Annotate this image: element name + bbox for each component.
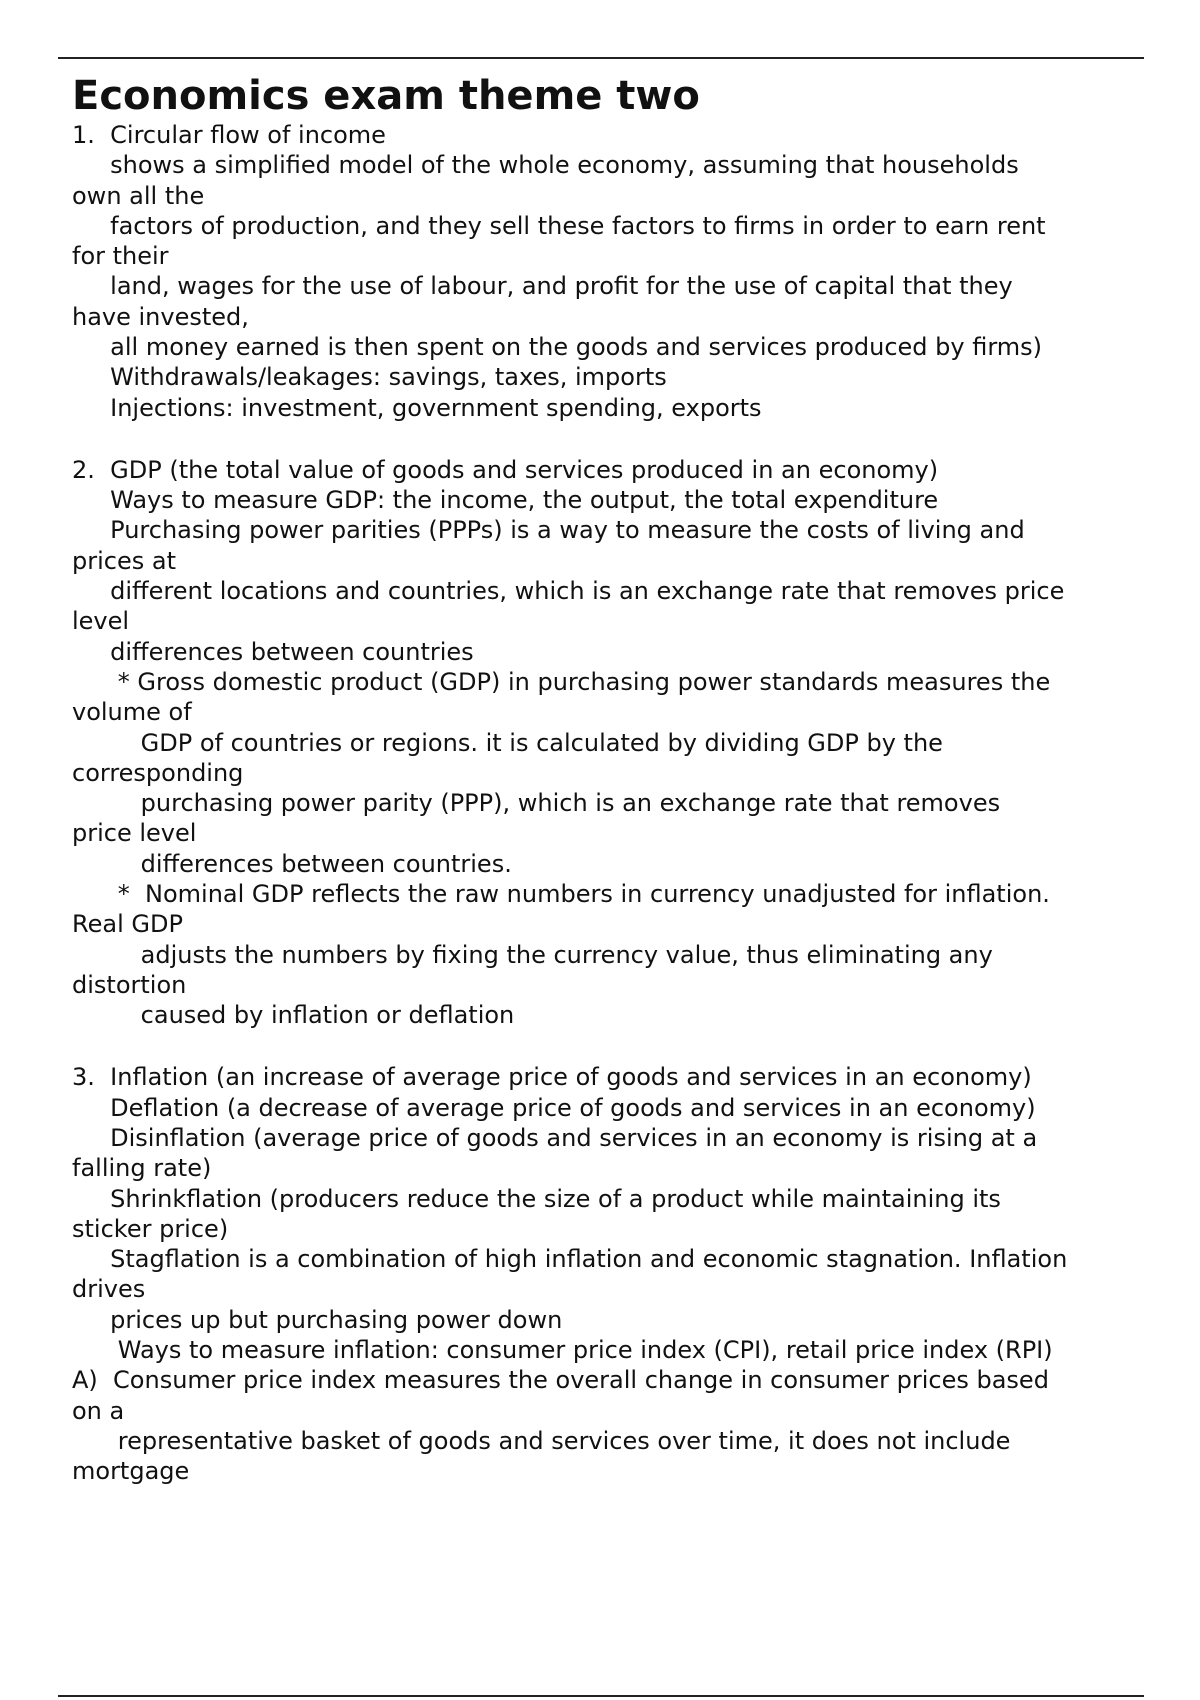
- text-line: Stagflation is a combination of high inflation and economic stagnation. Inflation: [72, 1245, 1068, 1274]
- bottom-rule: [58, 1695, 1144, 1697]
- text-line: falling rate): [72, 1154, 212, 1183]
- section-gap: [72, 423, 1162, 455]
- text-line: different locations and countries, which is an exchange rate that removes price: [72, 577, 1065, 606]
- text-line: prices up but purchasing power down: [72, 1305, 563, 1334]
- text-line: for their: [72, 242, 169, 271]
- text-line: Purchasing power parities (PPPs) is a way to measure the costs of living and: [72, 516, 1025, 545]
- text-line: Withdrawals/leakages: savings, taxes, imports: [72, 363, 667, 392]
- text-line: Deflation (a decrease of average price of goods and services in an economy): [72, 1093, 1036, 1122]
- text-line: 3. Inflation (an increase of average price of goods and services in an economy): [72, 1063, 1032, 1092]
- page-title: Economics exam theme two: [72, 73, 700, 119]
- text-line: price level: [72, 819, 197, 848]
- text-line: differences between countries: [72, 637, 474, 666]
- text-line: own all the: [72, 181, 205, 210]
- text-line: Shrinkflation (producers reduce the size of a product while maintaining its: [72, 1184, 1001, 1213]
- document-body: [72, 120, 1162, 1487]
- text-line: distortion: [72, 970, 187, 999]
- text-line: volume of: [72, 698, 192, 727]
- text-line: prices at: [72, 546, 176, 575]
- text-line: sticker price): [72, 1214, 229, 1243]
- text-line: Ways to measure GDP: the income, the output, the total expenditure: [72, 486, 939, 515]
- text-line: on a: [72, 1396, 125, 1425]
- text-line: Injections: investment, government spending, exports: [72, 393, 762, 422]
- text-line: Disinflation (average price of goods and services in an economy is rising at a: [72, 1123, 1038, 1152]
- section-3: [72, 1062, 1162, 1486]
- text-line: A) Consumer price index measures the overall change in consumer prices based: [72, 1366, 1049, 1395]
- section-2: [72, 455, 1162, 1031]
- text-line: purchasing power parity (PPP), which is an exchange rate that removes: [72, 789, 1001, 818]
- text-line: drives: [72, 1275, 146, 1304]
- section-1: [72, 120, 1162, 423]
- text-line: all money earned is then spent on the goods and services produced by firms): [72, 333, 1043, 362]
- text-line: shows a simplified model of the whole economy, assuming that households: [72, 151, 1019, 180]
- text-line: Real GDP: [72, 910, 183, 939]
- text-line: Ways to measure inflation: consumer price index (CPI), retail price index (RPI): [72, 1336, 1053, 1365]
- text-line: differences between countries.: [72, 849, 512, 878]
- text-line: adjusts the numbers by fixing the currency value, thus eliminating any: [72, 940, 993, 969]
- text-line: 2. GDP (the total value of goods and services produced in an economy): [72, 455, 939, 484]
- text-line: corresponding: [72, 758, 244, 787]
- top-rule: [58, 57, 1144, 59]
- text-line: * Gross domestic product (GDP) in purchasing power standards measures the: [72, 667, 1051, 696]
- text-line: factors of production, and they sell these factors to firms in order to earn rent: [72, 211, 1046, 240]
- text-line: have invested,: [72, 302, 249, 331]
- text-line: * Nominal GDP reflects the raw numbers in currency unadjusted for inflation.: [72, 880, 1050, 909]
- text-line: 1. Circular flow of income: [72, 121, 386, 149]
- text-line: mortgage: [72, 1457, 190, 1486]
- section-gap: [72, 1031, 1162, 1063]
- text-line: caused by inflation or deflation: [72, 1001, 515, 1030]
- text-line: representative basket of goods and services over time, it does not include: [72, 1426, 1011, 1455]
- text-line: land, wages for the use of labour, and profit for the use of capital that they: [72, 272, 1013, 301]
- text-line: level: [72, 607, 130, 636]
- text-line: GDP of countries or regions. it is calculated by dividing GDP by the: [72, 728, 943, 757]
